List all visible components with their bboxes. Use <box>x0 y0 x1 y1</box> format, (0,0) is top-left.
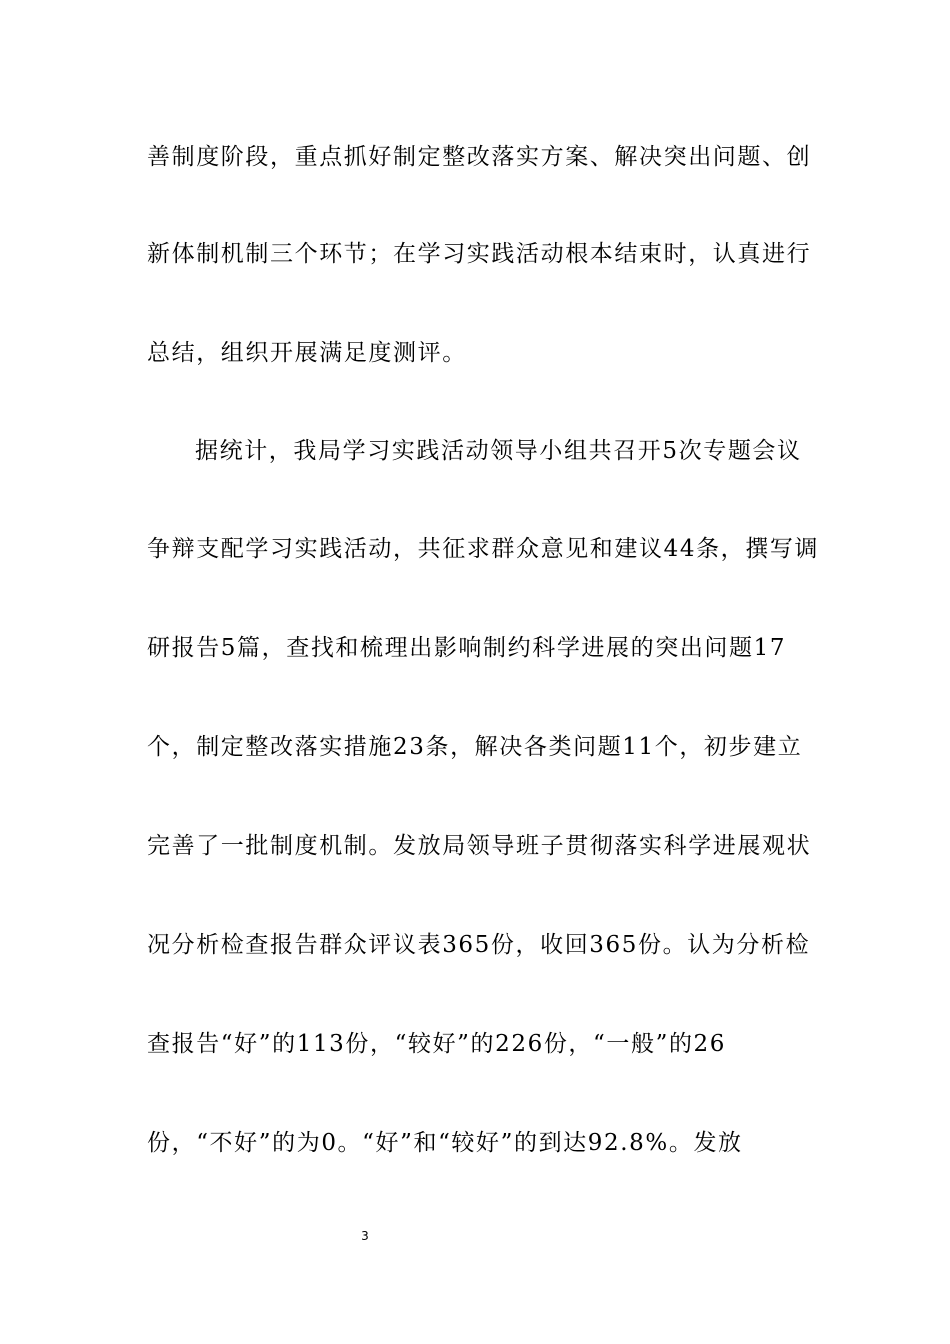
text-line-6: 研报告5篇，查找和梳理出影响制约科学进展的突出问题17 <box>147 635 787 661</box>
text-line-8: 完善了一批制度机制。发放局领导班子贯彻落实科学进展观状 <box>147 833 812 859</box>
text-line-9: 况分析检查报告群众评议表365份，收回365份。认为分析检 <box>147 932 811 958</box>
text-line-11: 份，“不好”的为0。“好”和“较好”的到达92.8%。发放 <box>147 1130 743 1156</box>
text-line-2: 新体制机制三个环节；在学习实践活动根本结束时，认真进行 <box>147 241 812 267</box>
page-number: 3 <box>361 1229 369 1243</box>
text-line-5: 争辩支配学习实践活动，共征求群众意见和建议44条，撰写调 <box>147 536 820 562</box>
text-line-7: 个，制定整改落实措施23条，解决各类问题11个，初步建立 <box>147 734 803 760</box>
text-line-4: 据统计，我局学习实践活动领导小组共召开5次专题会议 <box>195 438 802 464</box>
text-line-1: 善制度阶段，重点抓好制定整改落实方案、解决突出问题、创 <box>147 144 812 170</box>
text-line-10: 查报告“好”的113份，“较好”的226份，“一般”的26 <box>147 1031 727 1057</box>
text-line-3: 总结，组织开展满足度测评。 <box>147 340 467 366</box>
